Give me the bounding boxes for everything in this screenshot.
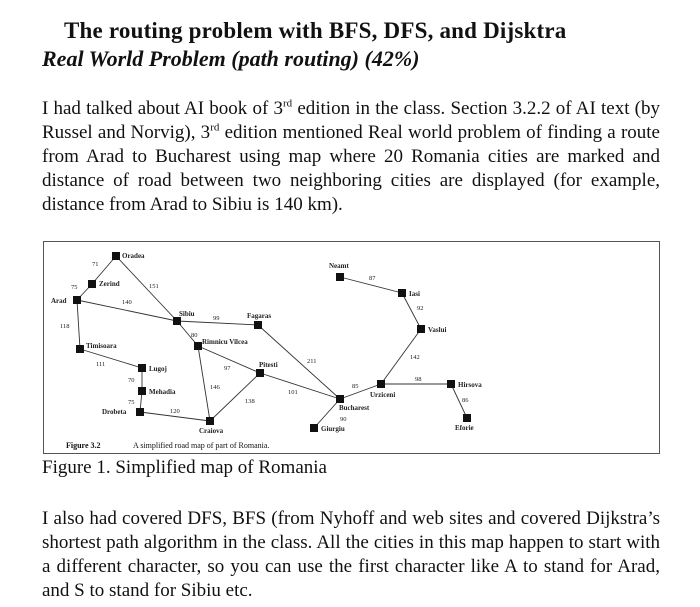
page-title: The routing problem with BFS, DFS, and Dijsktra [64,18,567,43]
romania-map-figure [43,241,660,454]
svg-text:Giurgiu: Giurgiu [321,425,345,433]
dist-rimnicu-pitesti: 97 [224,365,231,372]
city-pitesti [256,361,278,377]
svg-text:Rimnicu Vilcea: Rimnicu Vilcea [202,338,248,346]
intro-text-3: edition mentioned Real world problem of finding a route from Arad to Bucharest using map where 20 Romania cities are marked and distance of road between two neighboring cities are displayed (for example, distance from Arad to Sibiu is 140 km). [42,122,660,215]
dist-urziceni-vaslui: 142 [410,354,420,361]
road-timisoara-lugoj [80,349,142,368]
intro-superscript-1: rd [282,97,293,110]
dist-lugoj-mehadia: 70 [128,377,135,384]
city-sibiu [173,310,195,325]
city-neamt [329,262,349,281]
city-giurgiu [310,424,345,433]
dist-pitesti-bucharest: 101 [288,389,298,396]
dist-arad-sibiu: 140 [122,299,132,306]
city-eforie [455,414,474,432]
svg-text:Craiova: Craiova [199,427,224,435]
city-hirsova [447,380,482,389]
dist-arad-timisoara: 118 [60,323,70,330]
svg-text:Oradea: Oradea [122,252,145,260]
dist-fagaras-bucharest: 211 [307,358,317,365]
dist-bucharest-urziceni: 85 [352,383,359,390]
intro-text-1: I had talked about AI book of 3 [42,98,283,119]
figure-caption: Figure 1. Simplified map of Romania [42,457,327,478]
svg-text:Fagaras: Fagaras [247,312,272,320]
svg-text:Timisoara: Timisoara [86,342,117,350]
svg-text:Bucharest: Bucharest [339,404,370,412]
svg-text:Eforie: Eforie [455,424,474,432]
dist-oradea-sibiu: 151 [149,283,159,290]
svg-text:Lugoj: Lugoj [149,365,167,373]
dist-oradea-zerind: 71 [92,261,99,268]
city-arad [51,296,81,305]
svg-text:Neamt: Neamt [329,262,349,270]
dist-urziceni-hirsova: 98 [415,376,422,383]
city-vaslui [417,325,446,334]
city-oradea [112,252,145,260]
city-fagaras [247,312,271,329]
city-iasi [398,289,420,298]
city-markers [51,252,482,435]
road-network [77,256,467,428]
dist-drobeta-craiova: 120 [170,408,180,415]
algorithms-paragraph: I also had covered DFS, BFS (from Nyhoff and web sites and covered Dijkstra’s shortest path algorithm in the class. All the cities in this map happen to start with a different character, so you can use the first character like A to stand for Arad, and S to stand for Sibiu etc. [42,508,660,601]
svg-text:Iasi: Iasi [409,290,420,298]
dist-mehadia-drobeta: 75 [128,399,135,406]
city-timisoara [76,342,117,353]
svg-text:Hirsova: Hirsova [458,381,482,389]
intro-text-2: edition in the class. Section 3.2.2 of AI text (by Russel and Norvig), 3 [42,98,660,143]
city-mehadia [138,387,176,396]
svg-text:Pitesti: Pitesti [259,361,278,369]
dist-rimnicu-craiova: 146 [210,384,220,391]
svg-text:Drobeta: Drobeta [102,408,127,416]
dist-vaslui-iasi: 92 [417,305,424,312]
road-pitesti-bucharest [260,373,340,399]
svg-text:Arad: Arad [51,297,67,305]
road-bucharest-giurgiu [314,399,340,428]
road-oradea-sibiu [116,256,177,321]
dist-hirsova-eforie: 86 [462,397,469,404]
romania-map [44,242,659,453]
figure-inner-label: Figure 3.2 [66,441,101,450]
road-arad-timisoara [77,300,80,349]
city-zerind [88,280,120,288]
dist-timisoara-lugoj: 111 [96,361,106,368]
road-rimnicu-craiova [198,346,210,421]
svg-text:Zerind: Zerind [99,280,120,288]
dist-craiova-pitesti: 138 [245,398,255,405]
dist-iasi-neamt: 87 [369,275,376,282]
svg-text:Mehadia: Mehadia [149,388,176,396]
svg-text:Urziceni: Urziceni [370,391,396,399]
city-drobeta [102,408,144,416]
city-bucharest [336,395,370,412]
dist-bucharest-giurgiu: 90 [340,416,347,423]
dist-zerind-arad: 75 [71,284,78,291]
distance-labels [60,261,469,423]
dist-sibiu-rimnicu: 80 [191,332,198,339]
figure-inner-caption: A simplified road map of part of Romania. [133,441,270,450]
city-lugoj [138,364,167,373]
intro-superscript-2: rd [210,121,220,134]
section-subtitle: Real World Problem (path routing) (42%) [42,46,420,71]
svg-text:Sibiu: Sibiu [179,310,195,318]
city-urziceni [370,380,395,399]
svg-text:Vaslui: Vaslui [428,326,447,334]
dist-sibiu-fagaras: 99 [213,315,220,322]
intro-paragraph [42,97,660,217]
road-craiova-pitesti [210,373,260,421]
